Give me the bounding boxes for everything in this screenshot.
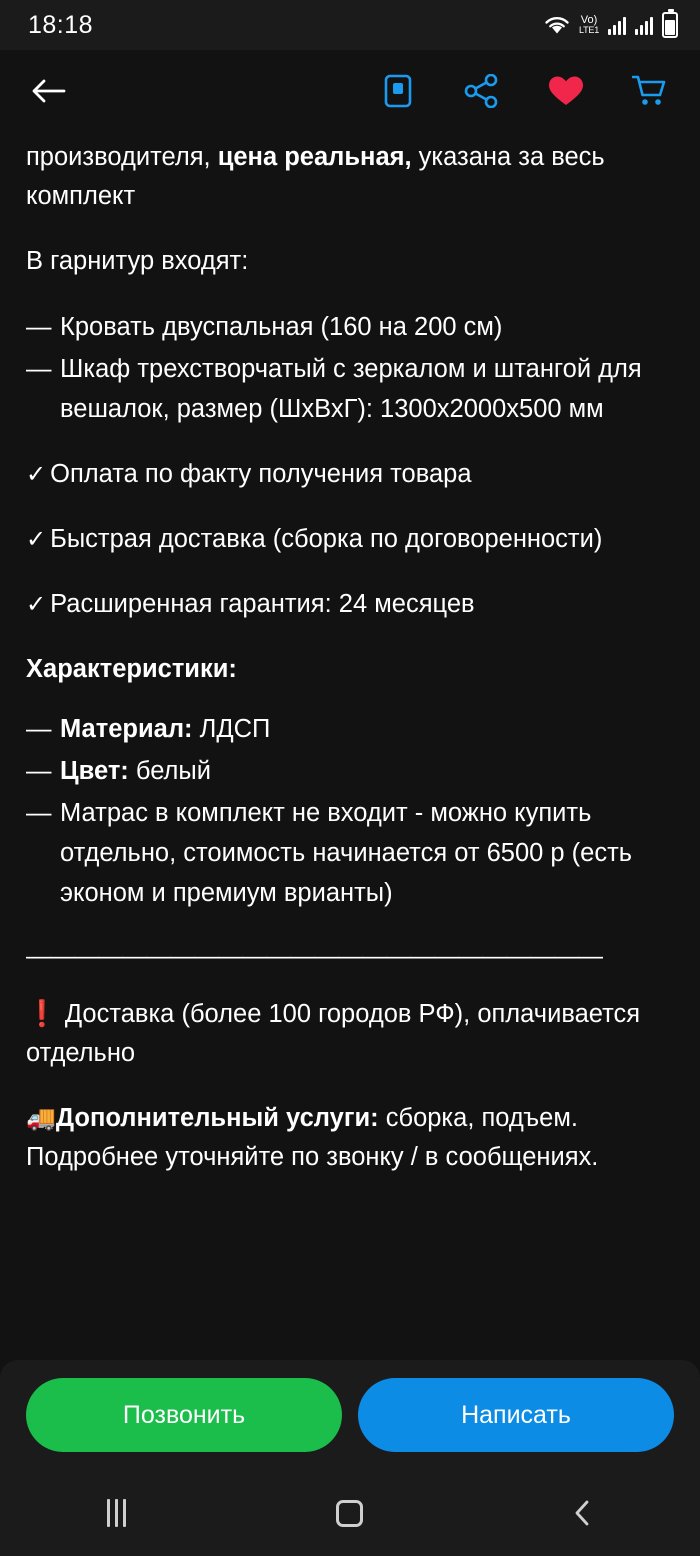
dash-bullet-icon: —	[26, 715, 52, 743]
recents-icon	[107, 1499, 126, 1527]
spec-label: Материал:	[60, 715, 193, 743]
system-nav-bar	[0, 1470, 700, 1556]
call-button[interactable]: Позвонить	[26, 1378, 342, 1452]
status-bar	[0, 0, 700, 50]
specs-title: Характеристики:	[26, 655, 237, 683]
volte-icon	[579, 15, 599, 35]
dash-bullet-icon: —	[26, 799, 52, 827]
status-time: 18:18	[28, 10, 94, 39]
signal-icon-2	[635, 15, 653, 35]
volte-bottom-label: LTE1	[578, 25, 599, 35]
battery-icon	[662, 12, 678, 38]
spec-mattress: Матрас в комплект не входит - можно купить отдельно, стоимость начинается от 6500 р (есть эконом и премиум врианты)	[60, 799, 633, 907]
list-item-label: Шкаф трехстворчатый с зеркалом и штангой для вешалок, размер (ШхВхГ): 1300x2000x500 мм	[60, 355, 642, 423]
list-item	[26, 793, 674, 913]
share-icon[interactable]	[462, 71, 502, 111]
extra-services	[26, 1099, 674, 1177]
price-text-2: указана за весь комплект	[26, 143, 605, 210]
spec-value: белый	[128, 757, 211, 785]
spec-value: ЛДСП	[192, 715, 271, 743]
check-label: Быстрая доставка (сборка по договоренности)	[50, 525, 603, 553]
check-icon: ✓	[26, 461, 47, 488]
dash-bullet-icon: —	[26, 757, 52, 785]
list-item	[26, 709, 674, 749]
delivery-note-label: Доставка (более 100 городов РФ), оплачивается отдельно	[26, 1000, 641, 1067]
app-bar	[0, 50, 700, 132]
recents-button[interactable]	[72, 1483, 162, 1543]
check-icon: ✓	[26, 591, 47, 618]
status-icons	[544, 12, 678, 38]
exclamation-icon: ❗	[26, 1000, 58, 1028]
spec-color	[60, 751, 674, 791]
specs-list	[26, 709, 674, 913]
list-item	[26, 349, 674, 429]
includes-title: В гарнитур входят:	[26, 247, 249, 275]
signal-icon-1	[608, 15, 626, 35]
volte-top-label: Vo)	[580, 14, 598, 26]
product-description	[0, 132, 700, 1446]
back-icon	[570, 1498, 596, 1528]
home-icon	[336, 1500, 363, 1527]
write-button[interactable]: Написать	[358, 1378, 674, 1452]
nav-back-button[interactable]	[538, 1483, 628, 1543]
dash-bullet-icon: —	[26, 355, 52, 383]
check-icon: ✓	[26, 526, 47, 553]
dash-bullet-icon: —	[26, 313, 52, 341]
price-text-bold: цена реальная,	[217, 143, 412, 171]
extra-services-text: сборка, подъем. Подробнее уточняйте по звонку / в сообщениях.	[26, 1104, 599, 1171]
check-label: Расширенная гарантия: 24 месяцев	[50, 590, 475, 618]
paragraph-price	[26, 138, 674, 216]
delivery-note	[26, 995, 674, 1073]
includes-list	[26, 307, 674, 429]
favorite-icon[interactable]	[546, 71, 586, 111]
wifi-icon	[544, 14, 570, 36]
list-item-label: Кровать двуспальная (160 на 200 см)	[60, 313, 503, 341]
list-item	[26, 751, 674, 791]
note-icon[interactable]	[378, 71, 418, 111]
cart-icon[interactable]	[630, 71, 670, 111]
app-bar-actions	[378, 71, 674, 111]
spec-material	[60, 709, 674, 749]
check-line-payment	[26, 455, 674, 494]
list-item	[26, 307, 674, 347]
extra-services-label: Дополнительный услуги:	[55, 1104, 379, 1132]
spec-label: Цвет:	[60, 757, 129, 785]
text-divider: ————————————————————————	[26, 942, 602, 970]
back-button[interactable]	[26, 68, 72, 114]
truck-icon: 🚚	[26, 1105, 56, 1132]
home-button[interactable]	[305, 1483, 395, 1543]
check-label: Оплата по факту получения товара	[50, 460, 472, 488]
price-text-1: производителя,	[26, 143, 218, 171]
check-line-delivery	[26, 520, 674, 559]
check-line-warranty	[26, 585, 674, 624]
bottom-action-bar	[0, 1360, 700, 1470]
